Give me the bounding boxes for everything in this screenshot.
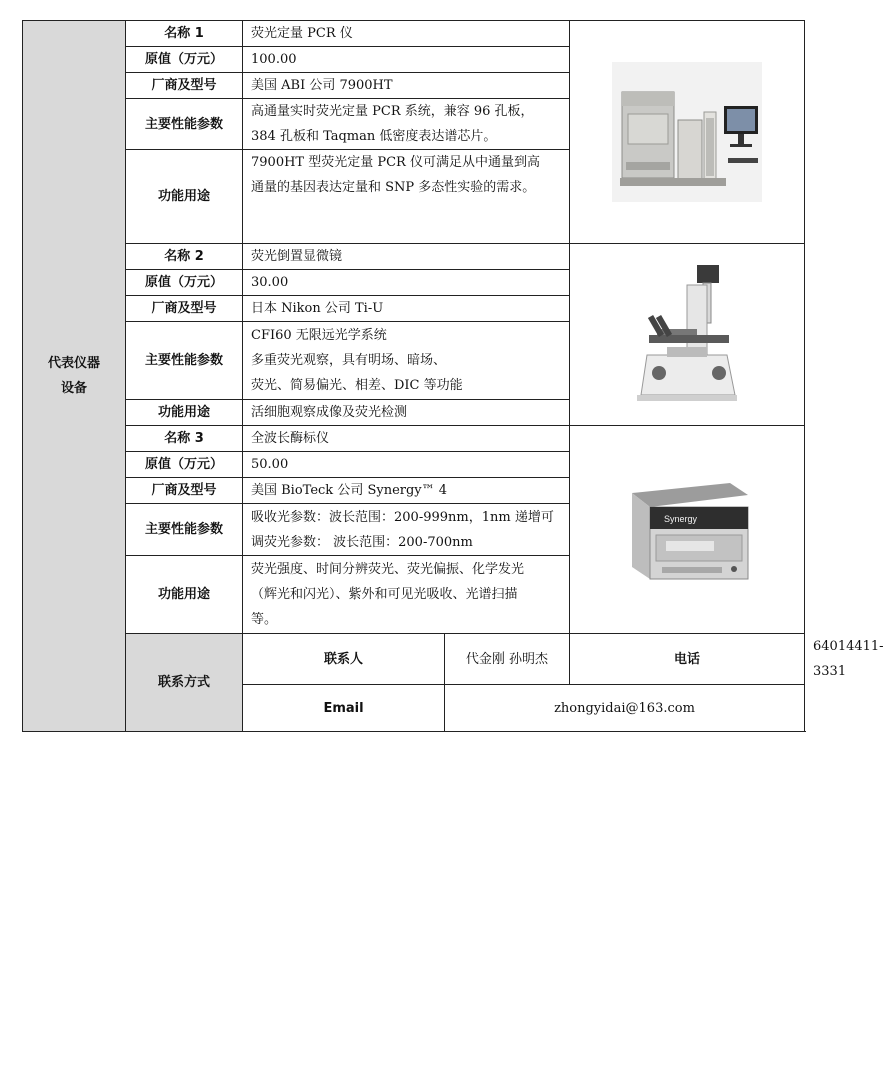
microplate-reader-photo [622, 475, 752, 585]
label-value-3: 原值（万元） [126, 452, 243, 478]
instrument-2-params [243, 322, 570, 400]
instrument-1-maker: 美国 ABI 公司 7900HT [243, 73, 570, 99]
contact-person-value: 代金刚 孙明杰 [445, 634, 570, 685]
instrument-3-params-line: 调荧光参数： 波长范围：200-700nm [251, 534, 473, 550]
inverted-microscope-photo [627, 255, 747, 415]
label-params-1: 主要性能参数 [126, 99, 243, 150]
instrument-2-params-line: 多重荧光观察，具有明场、暗场、 [251, 353, 447, 368]
equipment-heading-line2: 设备 [60, 381, 87, 396]
email-value: zhongyidai@163.com [445, 685, 805, 732]
instrument-2-name: 荧光倒置显微镜 [243, 244, 570, 270]
contact-person-label: 联系人 [243, 634, 445, 685]
instrument-1-usage-line: 通量的基因表达定量和 SNP 多态性实验的需求。 [251, 180, 536, 195]
instrument-3-usage-line: 荧光强度、时间分辨荧光、荧光偏振、化学发光 [251, 562, 525, 577]
label-maker-2: 厂商及型号 [126, 296, 243, 322]
instrument-1-params-line: 高通量实时荧光定量 PCR 系统，兼容 96 孔板， [251, 104, 534, 119]
instrument-3-maker: 美国 BioTeck 公司 Synergy™ 4 [243, 478, 570, 504]
equipment-heading-line1: 代表仪器 [47, 356, 100, 371]
label-name-3: 名称 3 [126, 426, 243, 452]
synergy-logo: Synergy [664, 513, 698, 524]
label-usage-3: 功能用途 [126, 556, 243, 634]
instrument-3-params-line: 吸收光参数：波长范围：200-999nm，1nm 递增可 [251, 509, 554, 525]
instrument-1-usage [243, 150, 570, 244]
label-value-1: 原值（万元） [126, 47, 243, 73]
instrument-1-name: 荧光定量 PCR 仪 [243, 21, 570, 47]
label-value-2: 原值（万元） [126, 270, 243, 296]
pcr-instrument-photo [612, 62, 762, 202]
instrument-3-params [243, 504, 570, 556]
contact-section-heading: 联系方式 [126, 634, 243, 732]
label-params-3: 主要性能参数 [126, 504, 243, 556]
instrument-3-image-cell [570, 426, 805, 634]
instrument-3-usage-line: （辉光和闪光）、紫外和可见光吸收、光谱扫描 [251, 587, 518, 602]
instrument-3-value: 50.00 [243, 452, 570, 478]
email-label: Email [243, 685, 445, 732]
instrument-2-maker: 日本 Nikon 公司 Ti-U [243, 296, 570, 322]
instrument-2-usage: 活细胞观察成像及荧光检测 [243, 400, 570, 426]
label-name-1: 名称 1 [126, 21, 243, 47]
label-maker-3: 厂商及型号 [126, 478, 243, 504]
equipment-info-table: 代表仪器 设备 名称 1 荧光定量 PCR 仪 原值（万元） 100.00 厂商及型号 美国 ABI 公司 7900HT 主要性能参数 高通量实时荧光定量 PCR 系统，兼容 96 孔板， 384 孔板和 Taqman 低密度表达谱芯片。 功能用途 7900HT 型荧光定量 PCR 仪可满足从中通量到高 通量的基因表达定量和 SNP 多态性实验的需求。 名称 2 荧光倒置显微镜 原值（万元） 30.00 厂商及型号 日本 Nikon 公司 Ti-U 主要性能参数 CFI60 无限远光学系统 多重荧光观察，具有明场、暗场、 荧光、简易偏光、相差、DIC 等功能 功能用途 活细胞观察成像及荧光检测 名称 3 全波长酶标仪 Synergy 原值（万元） 50.00 厂商及型号 美国 BioTeck 公司 Synergy™ 4 主要性能参数 吸收光参数：波长范围：200-999nm，1nm 递增可 调荧光参数： 波长范围：200-700nm 功能用途 荧光强度、时间分辨荧光、荧光偏振、化学发光 （辉光和闪光）、紫外和可见光吸收、光谱扫描 等。 联系方式 联系人 代金刚 孙明杰 电话 64014411-3331 Email zhongyidai@163.com [22, 20, 805, 732]
label-usage-2: 功能用途 [126, 400, 243, 426]
instrument-2-params-line: CFI60 无限远光学系统 [251, 328, 387, 343]
instrument-3-usage [243, 556, 570, 634]
phone-label: 电话 [570, 634, 805, 685]
equipment-section-heading [23, 21, 126, 732]
instrument-2-value: 30.00 [243, 270, 570, 296]
instrument-1-params [243, 99, 570, 150]
instrument-3-usage-line: 等。 [251, 612, 278, 627]
instrument-3-name: 全波长酶标仪 [243, 426, 570, 452]
label-params-2: 主要性能参数 [126, 322, 243, 400]
instrument-1-usage-line: 7900HT 型荧光定量 PCR 仪可满足从中通量到高 [251, 155, 540, 170]
label-name-2: 名称 2 [126, 244, 243, 270]
label-usage-1: 功能用途 [126, 150, 243, 244]
instrument-1-value: 100.00 [243, 47, 570, 73]
instrument-1-image-cell [570, 21, 805, 244]
label-maker-1: 厂商及型号 [126, 73, 243, 99]
instrument-2-params-line: 荧光、简易偏光、相差、DIC 等功能 [251, 378, 463, 393]
instrument-2-image-cell [570, 244, 805, 426]
instrument-1-params-line: 384 孔板和 Taqman 低密度表达谱芯片。 [251, 129, 497, 144]
